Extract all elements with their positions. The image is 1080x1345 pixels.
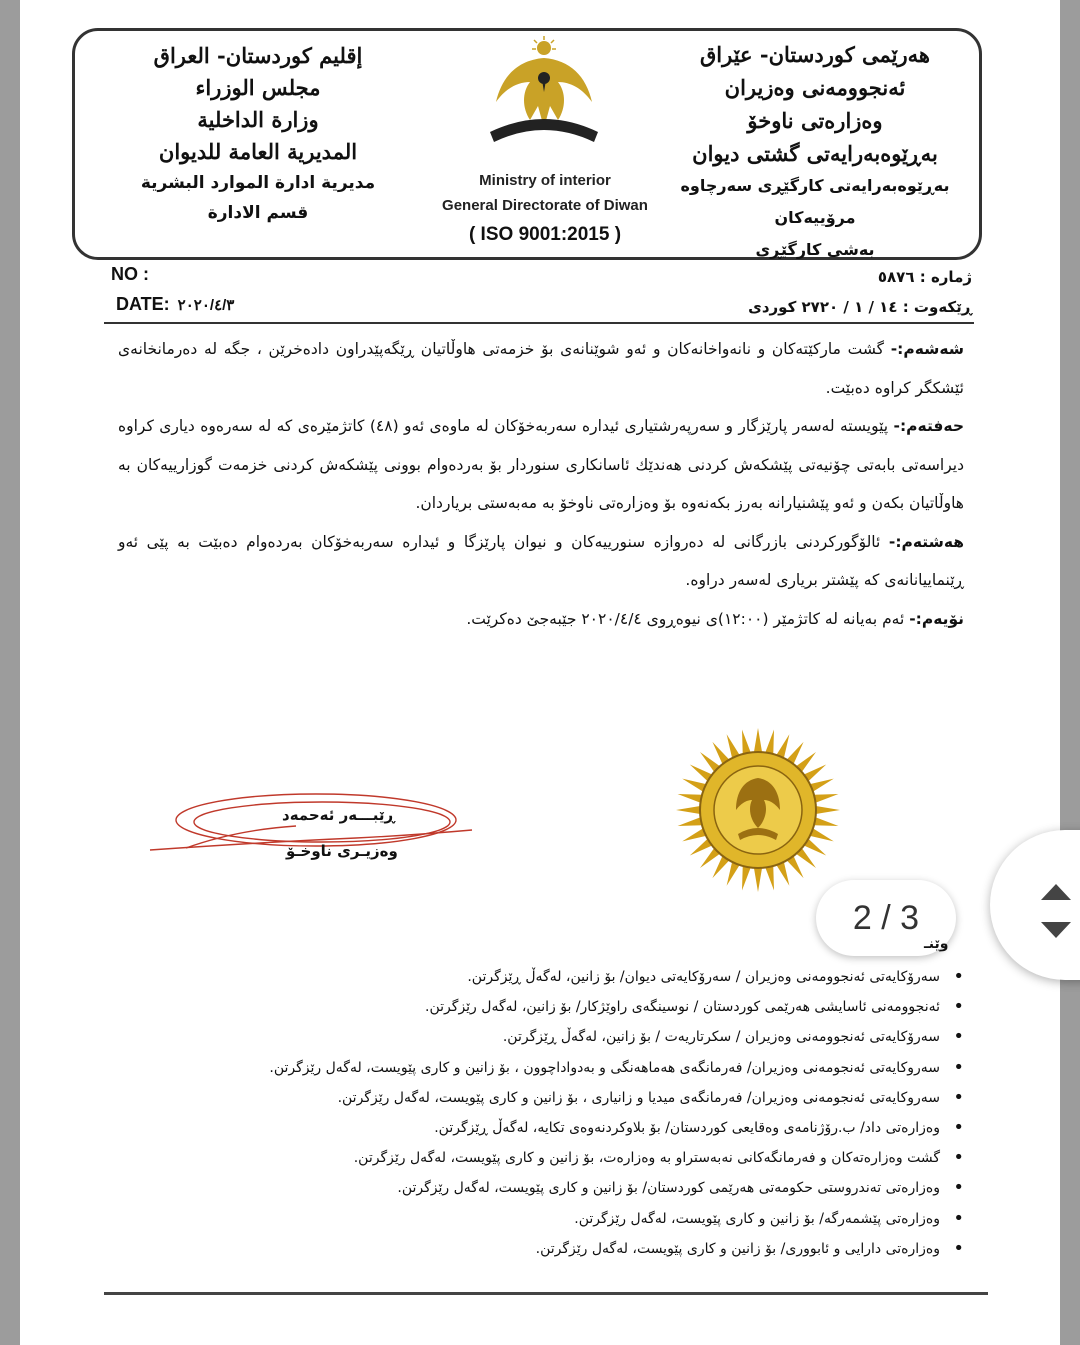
number-label: NO : [111, 264, 149, 284]
arabic-region: إقليم كوردستان- العراق [153, 43, 363, 68]
paragraph-eight-lead: هەشتەم:- [888, 532, 964, 551]
directorate-english: General Directorate of Diwan [442, 197, 648, 214]
paragraph-six [118, 330, 964, 407]
document-number: ژمارە : ٥٨٧٦ [877, 268, 972, 286]
arabic-ministry: وزارة الداخلية [197, 107, 319, 132]
arabic-section: قسم الادارة [207, 203, 309, 223]
cc-list-item: • سەرۆکایەتی ئەنجوومەنی وەزیران / سکرتاریەت / بۆ زانین، لەگەڵ ڕێزگرتن. [180, 1022, 970, 1052]
cc-list-item: • سەروکایەتی ئەنجومەنی وەزیران/ فەرمانگەی میدیا و زانیاری ، بۆ زانین و کاری پێویست، لەگەل رێزگرتن. [180, 1083, 970, 1113]
cc-list [180, 962, 970, 1264]
signature-scribble-icon [146, 780, 476, 880]
paragraph-nine [118, 600, 964, 639]
kurdish-section: بەشی کارگێڕی [755, 240, 875, 259]
date-label-text: DATE: [116, 294, 170, 314]
cc-list-item: • سەروکایەتی ئەنجومەنی وەزیران/ فەرمانگەی هەماهەنگی و بەدواداچوون ، بۆ زانین و کاری پێویست، لەگەل رێزگرتن. [180, 1053, 970, 1083]
english-header [420, 168, 670, 246]
kurdish-hr-directorate: بەڕێوەبەرایەتی کارگێڕی سەرچاوە مرۆییەکان [680, 176, 950, 227]
arabic-directorate: المديرية العامة للديوان [158, 139, 358, 164]
gold-seal-icon [674, 726, 842, 894]
cc-list-item: • وەزارەتی داد/ ب.رۆژنامەی وەقایعی کوردستان/ بۆ بلاوکردنەوەی تکایە، لەگەڵ ڕێزگرتن. [180, 1113, 970, 1143]
chevron-up-icon[interactable] [1041, 884, 1071, 900]
cc-list-item: • گشت وەزارەتەکان و فەرمانگەکانی نەبەستراو بە وەزارەت، بۆ زانین و کاری پێویست، لەگەل رێزگرتن. [180, 1143, 970, 1173]
header-divider [104, 322, 974, 324]
signatory-title: وەزیـری ناوخـۆ [286, 842, 398, 860]
document-date-kurdish: ڕێکەوت : ١٤ / ١ / ٢٧٢٠ کوردی [748, 298, 972, 316]
decree-body [118, 330, 964, 638]
arabic-header [118, 40, 398, 228]
arabic-hr-directorate: مديرية ادارة الموارد البشرية [140, 173, 376, 193]
cc-list-item: • سەرۆکایەتی ئەنجوومەنی وەزیران / سەرۆکایەتی دیوان/ بۆ زانین، لەگەڵ ڕێزگرتن. [180, 962, 970, 992]
footer-divider [104, 1292, 988, 1295]
page-indicator: 2 / 3 [816, 880, 956, 956]
cc-heading-fragment: وێنـ [924, 936, 949, 952]
paragraph-nine-text: ئەم بەیانە لە کاتژمێر (١٢:٠٠)ی نیوەڕوی ٢٠٢٠/٤/٤ جێبەجێ دەکرێت. [466, 609, 910, 628]
paragraph-six-lead: شەشەم:- [890, 340, 964, 358]
arabic-council: مجلس الوزراء [195, 75, 321, 100]
paragraph-six-text: گشت مارکێتەکان و نانەواخانەکان و ئەو شوێنانەی بۆ خزمەتی هاوڵاتیان ڕێگەپێدراون دادەخرێن ، جگە لە دەرمانخانەی ئێشکگر کراوە دەبێت. [118, 340, 964, 397]
paragraph-eight-text: ئالۆگورکردنی بازرگانی لە دەروازە سنورییەکان و نیوان پارێزگا و ئیدارە سەربەخۆکان بەردەوام دەبێت بە پێی ئەو ڕێنماییانانەی کە پێشتر بریاری لەسەر دراوە. [118, 532, 964, 589]
paragraph-seven-text: پێویستە لەسەر پارێزگار و سەرپەرشتیاری ئیدارە سەربەخۆکان لە ماوەی ئەو (٤٨) کاتژمێرەی کە لە سەرەوە دیاری کراوە دیراسەتی بابەتی چۆنیەتی پێشکەش کردنی هەندێك ئاسانکاری سنوردار بۆ بەردەوام بوونی پێشکەش کردنی خزمەت گوزارییەکان بە هاوڵاتیان بکەن و ئەو پێشنیارانە بەرز بکەنەوە بۆ وەزارەتی ناوخۆ بە مەبەستی بریاردان. [118, 417, 964, 512]
cc-list-item: • وەزارەتی پێشمەرگە/ بۆ زانین و کاری پێویست، لەگەل رێزگرتن. [180, 1204, 970, 1234]
kurdish-region: هەرێمی کوردستان- عێراق [700, 42, 930, 67]
ministry-english: Ministry of interior [479, 172, 611, 189]
cc-list-item: • ئەنجوومەنی ئاسایشی هەرێمی کوردستان / نوسینگەی راوێژکار/ بۆ زانین، لەگەل رێزگرتن. [180, 992, 970, 1022]
paragraph-seven-lead: حەفتەم:- [893, 417, 964, 435]
kurdistan-eagle-emblem-icon [478, 36, 610, 148]
date-label [116, 294, 234, 315]
kurdish-council: ئەنجوومەنی وەزیران [724, 75, 906, 100]
signatory-name: ڕێبـــەر ئەحمەد [282, 806, 395, 824]
kurdish-header [650, 38, 980, 266]
cc-list-item: • وەزارەتی دارایی و ئابووری/ بۆ زانین و کاری پێویست، لەگەل رێزگرتن. [180, 1234, 970, 1264]
cc-list-item: • وەزارەتی تەندروستی حکومەتی هەرێمی کوردستان/ بۆ زانین و کاری پێویست، لەگەل رێزگرتن. [180, 1173, 970, 1203]
kurdish-ministry: وەزارەتی ناوخۆ [747, 108, 883, 133]
paragraph-eight [118, 523, 964, 600]
paragraph-nine-lead: نۆیەم:- [909, 609, 964, 628]
paragraph-seven [118, 407, 964, 523]
chevron-down-icon[interactable] [1041, 922, 1071, 938]
kurdish-directorate: بەڕێوەبەرایەتی گشتی دیوان [692, 141, 938, 166]
date-value: ٢٠٢٠/٤/٣ [177, 297, 235, 314]
iso-certification: ( ISO 9001:2015 ) [468, 224, 622, 245]
